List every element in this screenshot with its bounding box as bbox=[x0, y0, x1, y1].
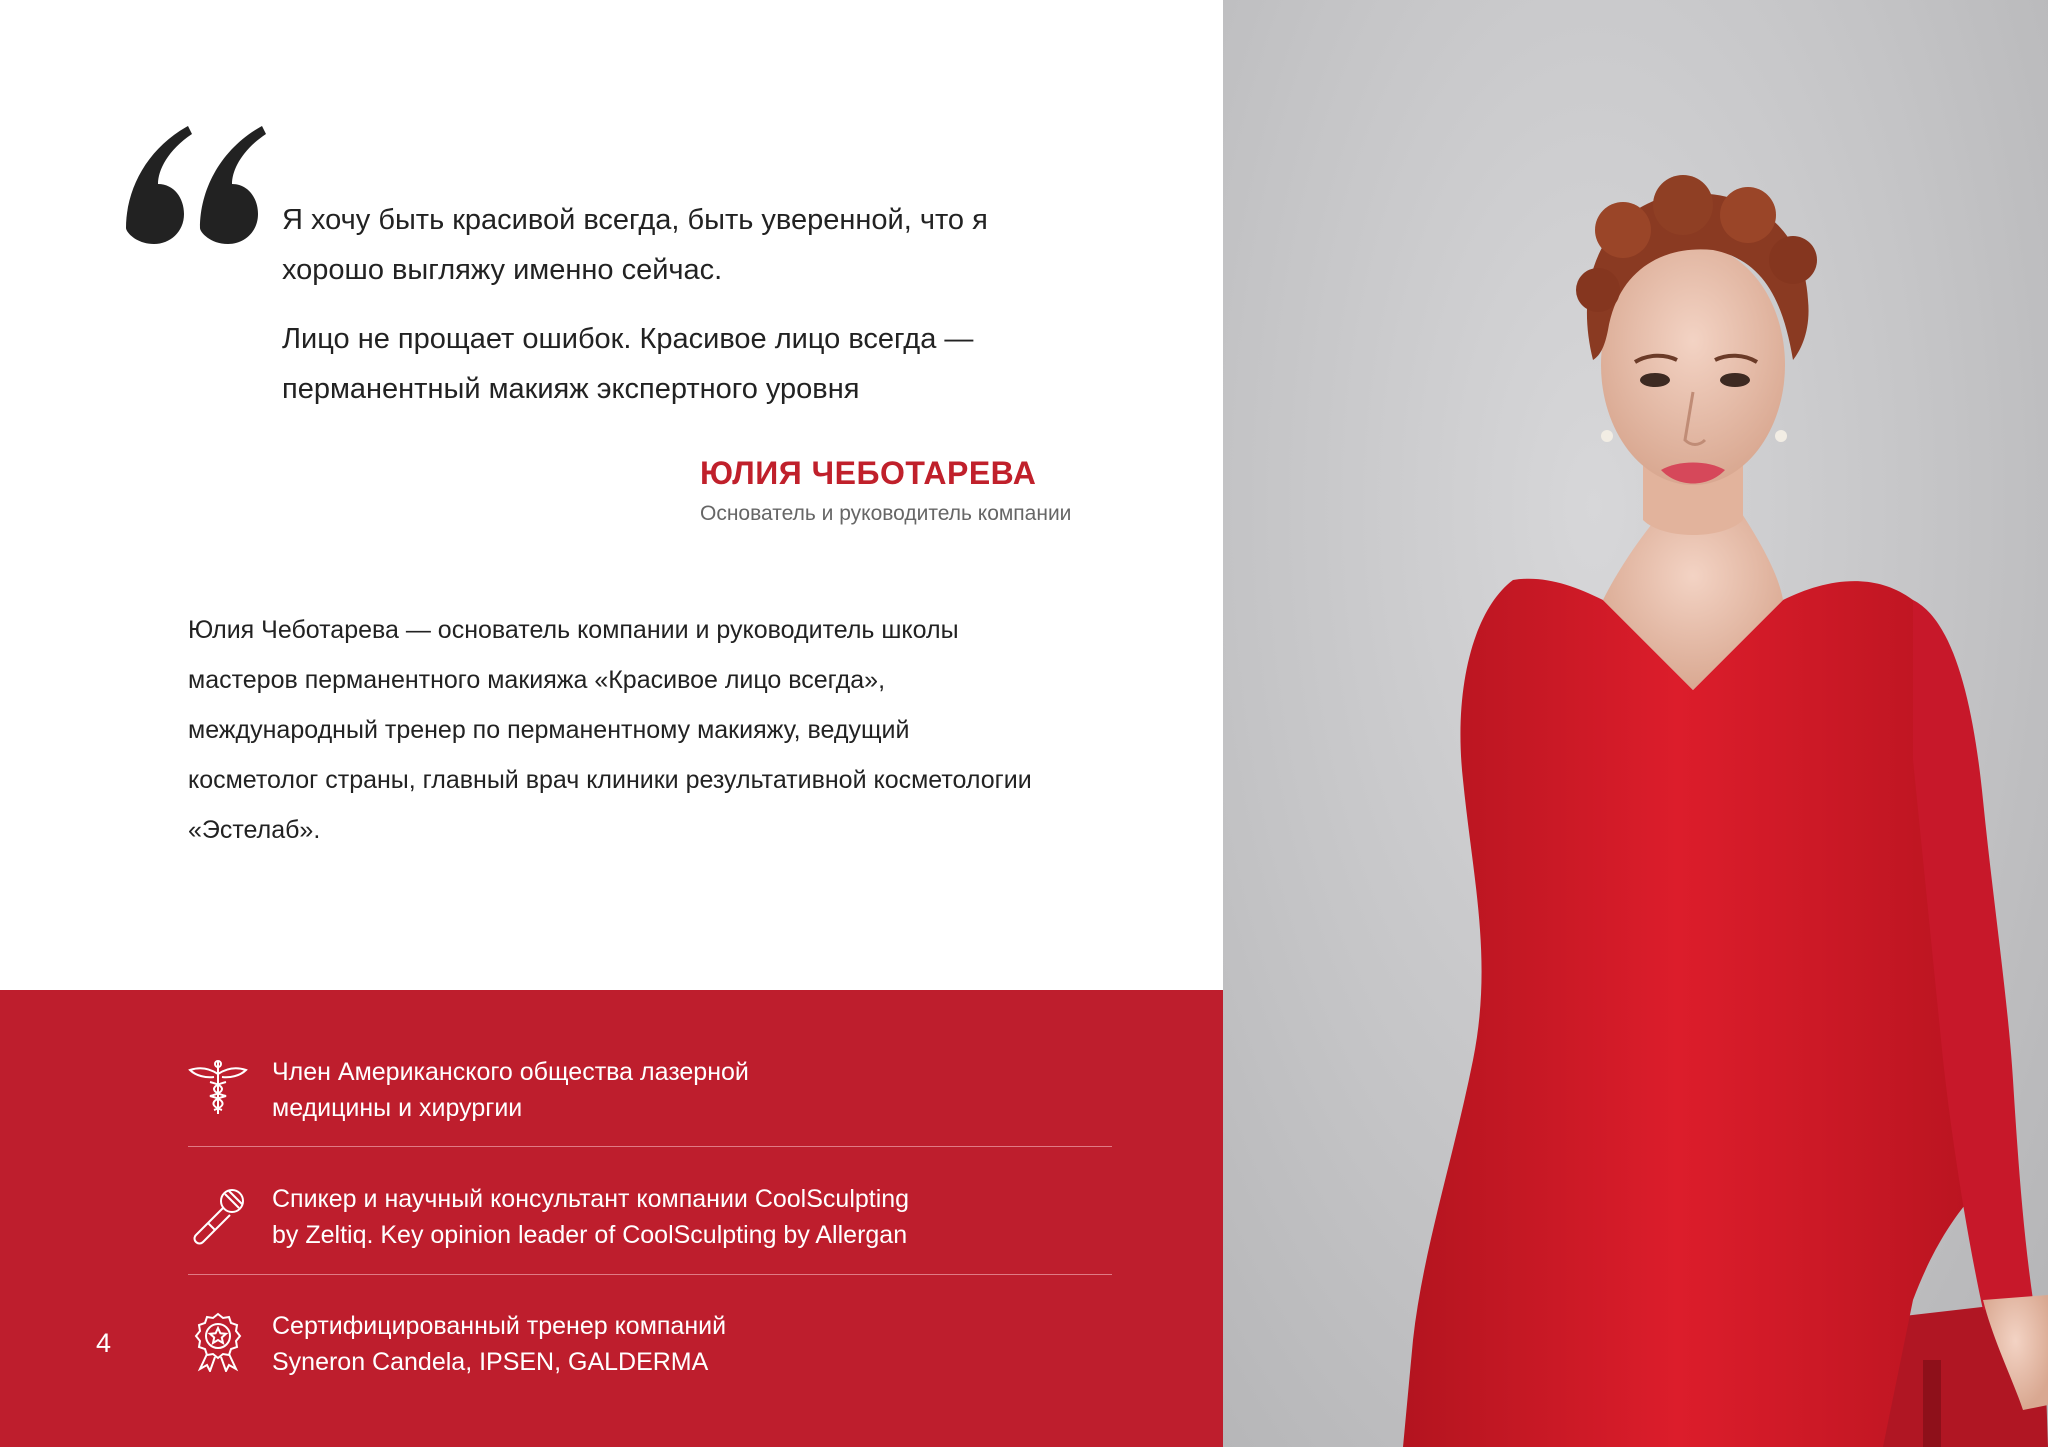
quote-line-1: Я хочу быть красивой всегда, быть уверенной, что я хорошо выгляжу именно сейчас. bbox=[282, 204, 988, 286]
quotation-mark-icon bbox=[118, 118, 268, 258]
divider bbox=[188, 1146, 1112, 1147]
author-role: Основатель и руководитель компании bbox=[700, 502, 1072, 525]
achievement-3-line-1: Сертифицированный тренер компаний bbox=[272, 1312, 727, 1340]
achievement-text-1 bbox=[272, 1054, 749, 1126]
achievement-1-line-1: Член Американского общества лазерной bbox=[272, 1058, 749, 1086]
portrait-illustration bbox=[1223, 0, 2048, 1447]
achievement-3-line-2: Syneron Candela, IPSEN, GALDERMA bbox=[272, 1348, 709, 1376]
divider bbox=[188, 1274, 1112, 1275]
portrait-photo bbox=[1223, 0, 2048, 1447]
achievement-text-2 bbox=[272, 1181, 909, 1253]
award-badge-icon bbox=[188, 1312, 248, 1372]
author-block bbox=[700, 455, 1071, 526]
quote-line-2: Лицо не прощает ошибок. Красивое лицо всегда — перманентный макияж экспертного уровня bbox=[282, 323, 974, 405]
caduceus-icon bbox=[188, 1058, 248, 1118]
achievement-2-line-2: by Zeltiq. Key opinion leader of CoolSculpting by Allergan bbox=[272, 1221, 908, 1249]
quote-block bbox=[282, 195, 1082, 433]
achievements-band bbox=[0, 990, 1223, 1447]
bio-text: Юлия Чеботарева — основатель компании и руководитель школы мастеров перманентного макияжа «Красивое лицо всегда», международный тренер по перманентному макияжу, ведущий косметолог страны, главный врач клиники результативной косметологии «Эстелаб». bbox=[188, 616, 1032, 844]
achievement-item-1 bbox=[188, 1054, 1112, 1154]
achievement-text-3 bbox=[272, 1308, 726, 1380]
achievement-1-line-2: медицины и хирургии bbox=[272, 1094, 523, 1122]
achievement-2-line-1: Спикер и научный консультант компании CoolSculpting bbox=[272, 1185, 910, 1213]
microphone-icon bbox=[188, 1185, 248, 1245]
achievement-item-2 bbox=[188, 1181, 1112, 1281]
page-number: 4 bbox=[96, 1328, 112, 1358]
achievement-item-3 bbox=[188, 1308, 1112, 1408]
author-name: ЮЛИЯ ЧЕБОТАРЕВА bbox=[700, 455, 1037, 491]
